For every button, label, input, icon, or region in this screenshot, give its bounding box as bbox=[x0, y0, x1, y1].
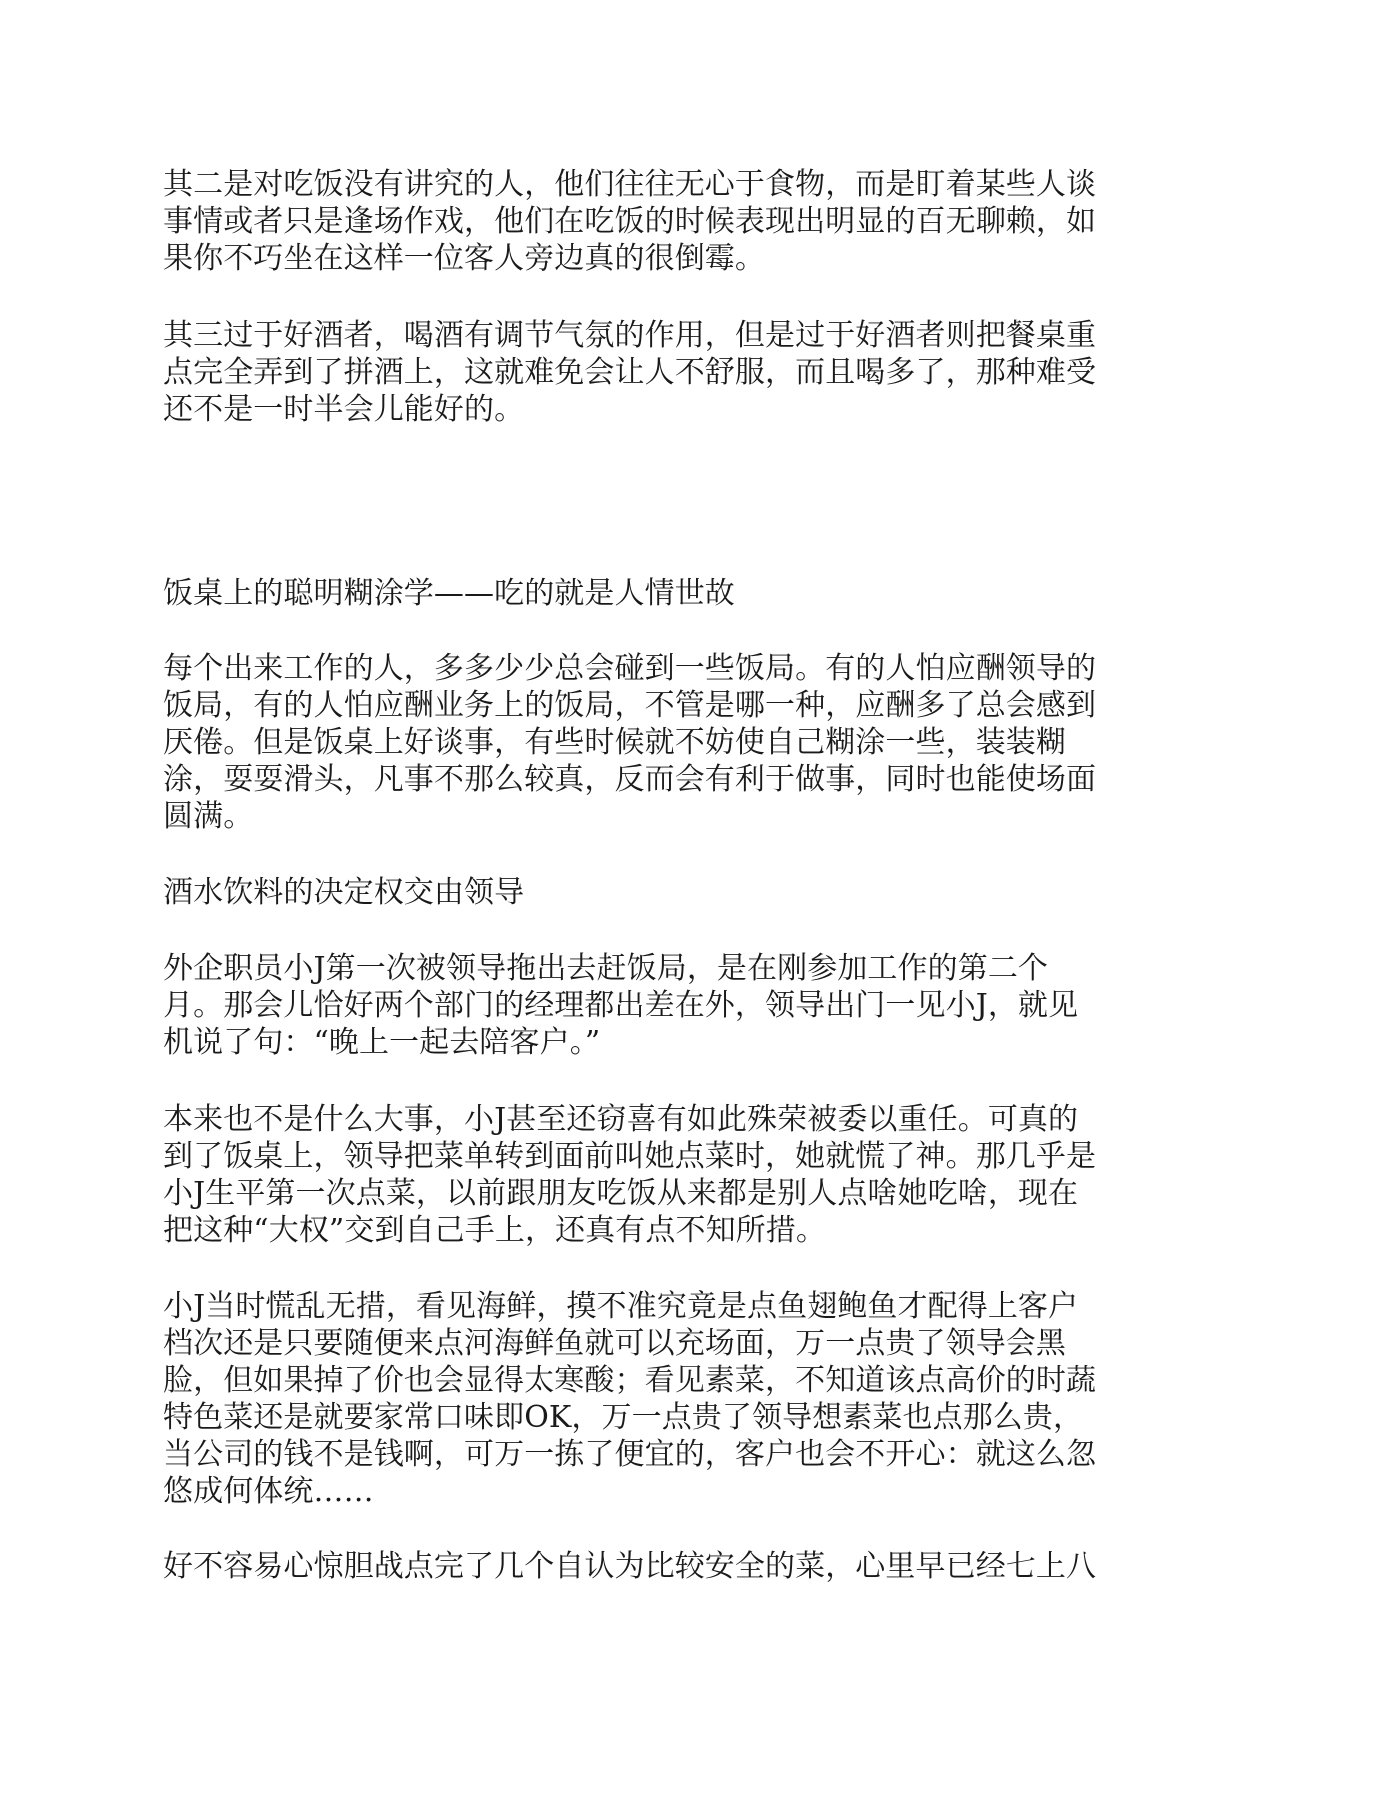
paragraph-panic: 小J当时慌乱无措，看见海鲜，摸不准究竟是点鱼翅鲍鱼才配得上客户 档次还是只要随便来点河海鲜鱼就可以充场面，万一点贵了领导会黑 脸，但如果掉了价也会显得太寒酸；看见素菜，不知道该点高价的时蔬 特色菜还是就要家常口味即OK，万一点贵了领导想素菜也点那么贵， 当公司的钱不是钱啊，可万一拣了便宜的，客户也会不开心：就这么忽 悠成何体统…… bbox=[163, 1289, 1097, 1509]
paragraph-story-start: 外企职员小J第一次被领导拖出去赶饭局，是在刚参加工作的第二个 月。那会儿恰好两个部门的经理都出差在外，领导出门一见小J，就见 机说了句：“晚上一起去陪客户。” bbox=[163, 951, 1079, 1060]
paragraph-ordering: 本来也不是什么大事，小J甚至还窃喜有如此殊荣被委以重任。可真的 到了饭桌上，领导把菜单转到面前叫她点菜时，她就慌了神。那几乎是 小J生平第一次点菜，以前跟朋友吃饭从来都是别人点啥她吃啥，现在 把这种“大权”交到自己手上，还真有点不知所措。 bbox=[163, 1102, 1097, 1248]
paragraph-picky-eaters: 其二是对吃饭没有讲究的人，他们往往无心于食物，而是盯着某些人谈 事情或者只是逢场作戏，他们在吃饭的时候表现出明显的百无聊赖，如 果你不巧坐在这样一位客人旁边真的很倒霉。 bbox=[163, 167, 1097, 276]
subheading-drinks: 酒水饮料的决定权交由领导 bbox=[163, 875, 525, 910]
section-heading: 饭桌上的聪明糊涂学——吃的就是人情世故 bbox=[163, 576, 735, 611]
paragraph-heavy-drinkers: 其三过于好酒者，喝酒有调节气氛的作用，但是过于好酒者则把餐桌重 点完全弄到了拼酒上，这就难免会让人不舒服，而且喝多了，那种难受 还不是一时半会儿能好的。 bbox=[163, 318, 1097, 427]
paragraph-ending: 好不容易心惊胆战点完了几个自认为比较安全的菜，心里早已经七上八 bbox=[163, 1549, 1097, 1584]
paragraph-intro: 每个出来工作的人，多多少少总会碰到一些饭局。有的人怕应酬领导的 饭局，有的人怕应酬业务上的饭局，不管是哪一种，应酬多了总会感到 厌倦。但是饭桌上好谈事，有些时候就不妨使自己糊涂一些，装装糊 涂，耍耍滑头，凡事不那么较真，反而会有利于做事，同时也能使场面 圆满。 bbox=[163, 651, 1097, 834]
